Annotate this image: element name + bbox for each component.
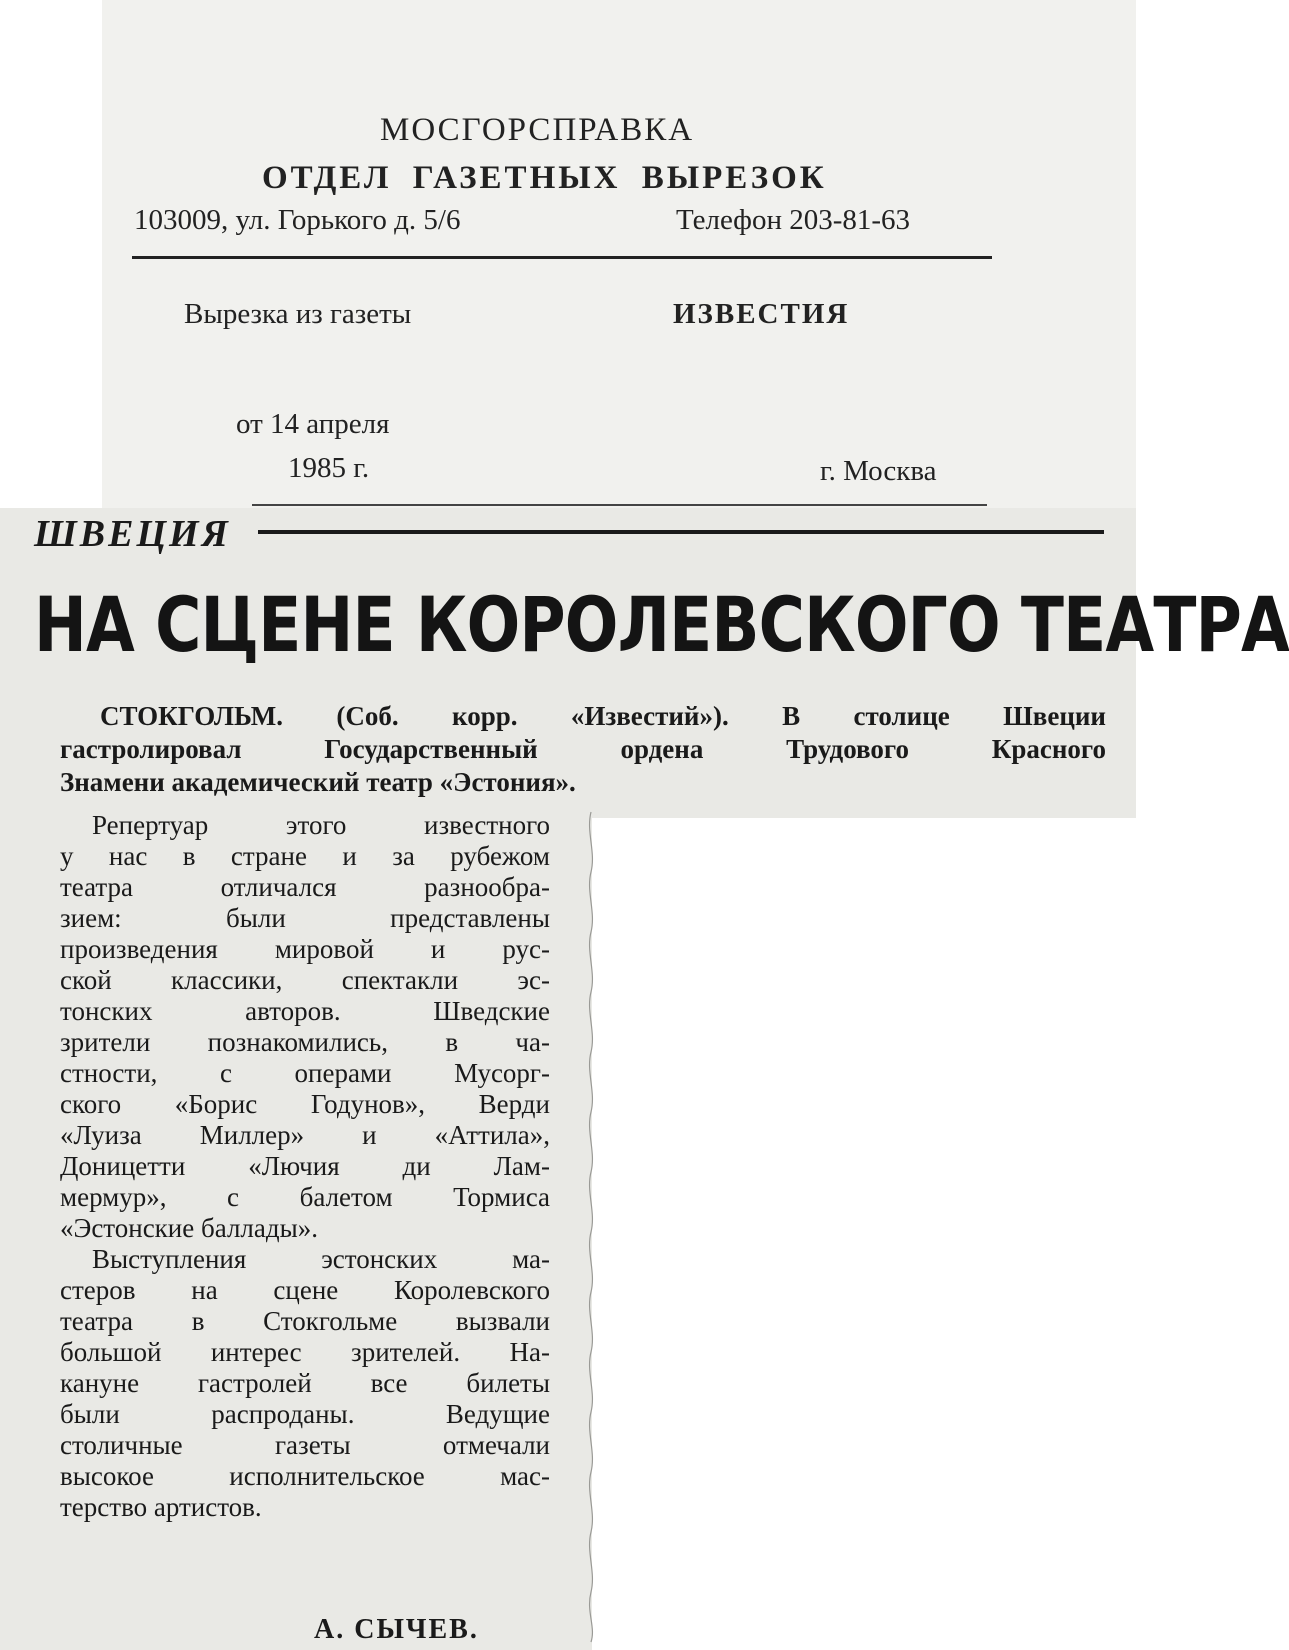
body-line: Репертуар этого известного [92, 810, 550, 840]
body-line: были распроданы. Ведущие [60, 1399, 550, 1429]
body-line: стеров на сцене Королевского [60, 1275, 550, 1305]
body-line: столичные газеты отмечали [60, 1430, 550, 1460]
body-line: Выступления эстонских ма- [92, 1244, 550, 1274]
date-rule [252, 504, 987, 506]
body-line: мермур», с балетом Тормиса [60, 1182, 550, 1212]
rubric-rule [258, 530, 1104, 534]
lead-line: СТОКГОЛЬМ. (Соб. корр. «Известий»). В столице Швеции [100, 701, 1106, 731]
issue-city: г. Москва [820, 455, 937, 487]
newspaper-name: ИЗВЕСТИЯ [673, 298, 850, 330]
article-headline: НА СЦЕНЕ КОРОЛЕВСКОГО ТЕАТРА [34, 580, 1289, 669]
body-line: Доницетти «Лючия ди Лам- [60, 1151, 550, 1181]
article-body [60, 810, 550, 1523]
article-rubric: ШВЕЦИЯ [34, 513, 231, 555]
clip-label: Вырезка из газеты [184, 298, 412, 330]
issue-year: 1985 г. [288, 452, 370, 484]
body-line: ского «Борис Годунов», Верди [60, 1089, 550, 1119]
phone-number: Телефон 203-81-63 [676, 204, 911, 236]
body-line: произведения мировой и рус- [60, 934, 550, 964]
body-line: зрители познакомились, в ча- [60, 1027, 550, 1057]
lead-line: гастролировал Государственный ордена Трудового Красного [60, 734, 1106, 764]
body-line: кануне гастролей все билеты [60, 1368, 550, 1398]
body-line: большой интерес зрителей. На- [60, 1337, 550, 1367]
clipping-cutout-area [592, 818, 1136, 1650]
lead-line: Знамени академический театр «Эстония». [60, 767, 576, 797]
torn-edge [584, 812, 598, 1642]
body-line: зием: были представлены [60, 903, 550, 933]
department-name: ОТДЕЛ ГАЗЕТНЫХ ВЫРЕЗОК [262, 160, 827, 196]
header-rule [132, 256, 992, 259]
article-lead [60, 700, 1106, 799]
issue-date: от 14 апреля [236, 408, 390, 440]
body-line: высокое исполнительское мас- [60, 1461, 550, 1491]
body-line: терство артистов. [60, 1492, 262, 1522]
body-line: ской классики, спектакли эс- [60, 965, 550, 995]
body-line: стности, с операми Мусорг- [60, 1058, 550, 1088]
postal-address: 103009, ул. Горького д. 5/6 [134, 204, 461, 236]
body-line: у нас в стране и за рубежом [60, 841, 550, 871]
organization-name: МОСГОРСПРАВКА [380, 112, 695, 148]
body-line: театра в Стокгольме вызвали [60, 1306, 550, 1336]
body-line: театра отличался разнообра- [60, 872, 550, 902]
body-line: «Луиза Миллер» и «Аттила», [60, 1120, 550, 1150]
body-line: «Эстонские баллады». [60, 1213, 319, 1243]
author-signature: А. СЫЧЕВ. [314, 1614, 479, 1645]
body-line: тонских авторов. Шведские [60, 996, 550, 1026]
